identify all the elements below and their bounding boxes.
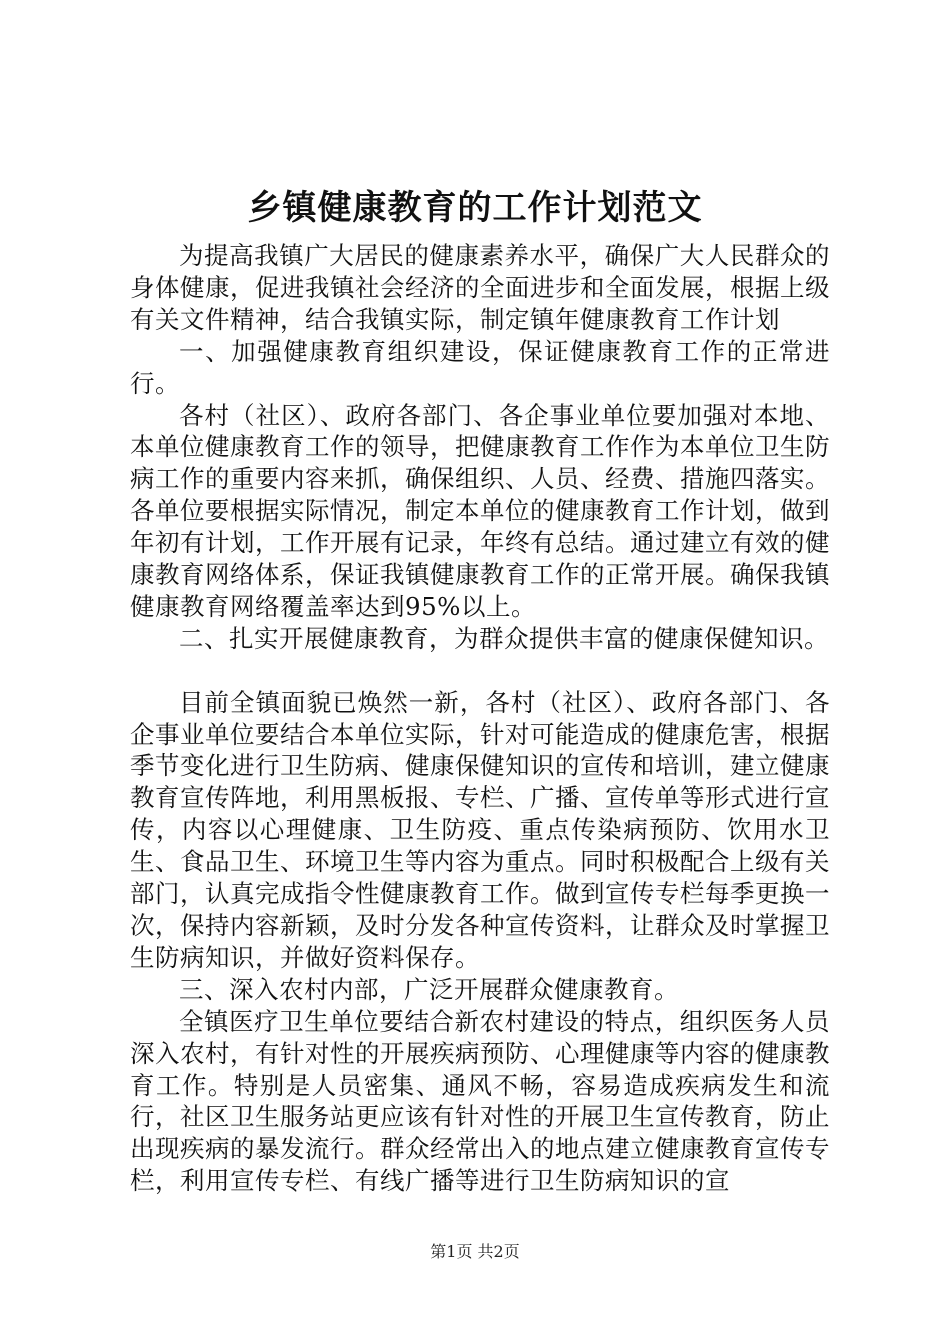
page-footer: 第1页 共2页 <box>430 1242 520 1261</box>
document-title: 乡镇健康教育的工作计划范文 <box>247 188 703 228</box>
blank-line <box>130 655 830 687</box>
paragraph-section-2: 目前全镇面貌已焕然一新，各村（社区）、政府各部门、各企事业单位要结合本单位实际，针对可能造成的健康危害，根据季节变化进行卫生防病、健康保健知识的宣传和培训，建立健康教育宣传阵地，利用黑板报、专栏、广播、宣传单等形式进行宣传，内容以心理健康、卫生防疫、重点传染病预防、饮用水卫生、食品卫生、环境卫生等内容为重点。同时积极配合上级有关部门，认真完成指令性健康教育工作。做到宣传专栏每季更换一次，保持内容新颖，及时分发各种宣传资料，让群众及时掌握卫生防病知识，并做好资料保存。 <box>130 687 830 972</box>
paragraph-intro: 为提高我镇广大居民的健康素养水平，确保广大人民群众的身体健康，促进我镇社会经济的全面进步和全面发展，根据上级有关文件精神，结合我镇实际，制定镇年健康教育工作计划 <box>130 241 830 334</box>
section-heading-3: 三、深入农村内部，广泛开展群众健康教育。 <box>179 974 679 1004</box>
section-heading-1: 一、加强健康教育组织建设，保证健康教育工作的正常进行。 <box>130 336 830 398</box>
paragraph-section-1: 各村（社区）、政府各部门、各企事业单位要加强对本地、本单位健康教育工作的领导，把健康教育工作作为本单位卫生防病工作的重要内容来抓，确保组织、人员、经费、措施四落实。各单位要根据实际情况，制定本单位的健康教育工作计划，做到年初有计划，工作开展有记录，年终有总结。通过建立有效的健康教育网络体系，保证我镇健康教育工作的正常开展。确保我镇健康教育网络覆盖率达到95%以上。 <box>130 400 830 621</box>
paragraph-section-3: 全镇医疗卫生单位要结合新农村建设的特点，组织医务人员深入农村，有针对性的开展疾病预防、心理健康等内容的健康教育工作。特别是人员密集、通风不畅，容易造成疾病发生和流行，社区卫生服务站更应该有针对性的开展卫生宣传教育，防止出现疾病的暴发流行。群众经常出入的地点建立健康教育宣传专栏，利用宣传专栏、有线广播等进行卫生防病知识的宣 <box>130 1006 830 1196</box>
document-body <box>130 240 830 1197</box>
section-heading-2: 二、扎实开展健康教育，为群众提供丰富的健康保健知识。 <box>179 623 829 653</box>
